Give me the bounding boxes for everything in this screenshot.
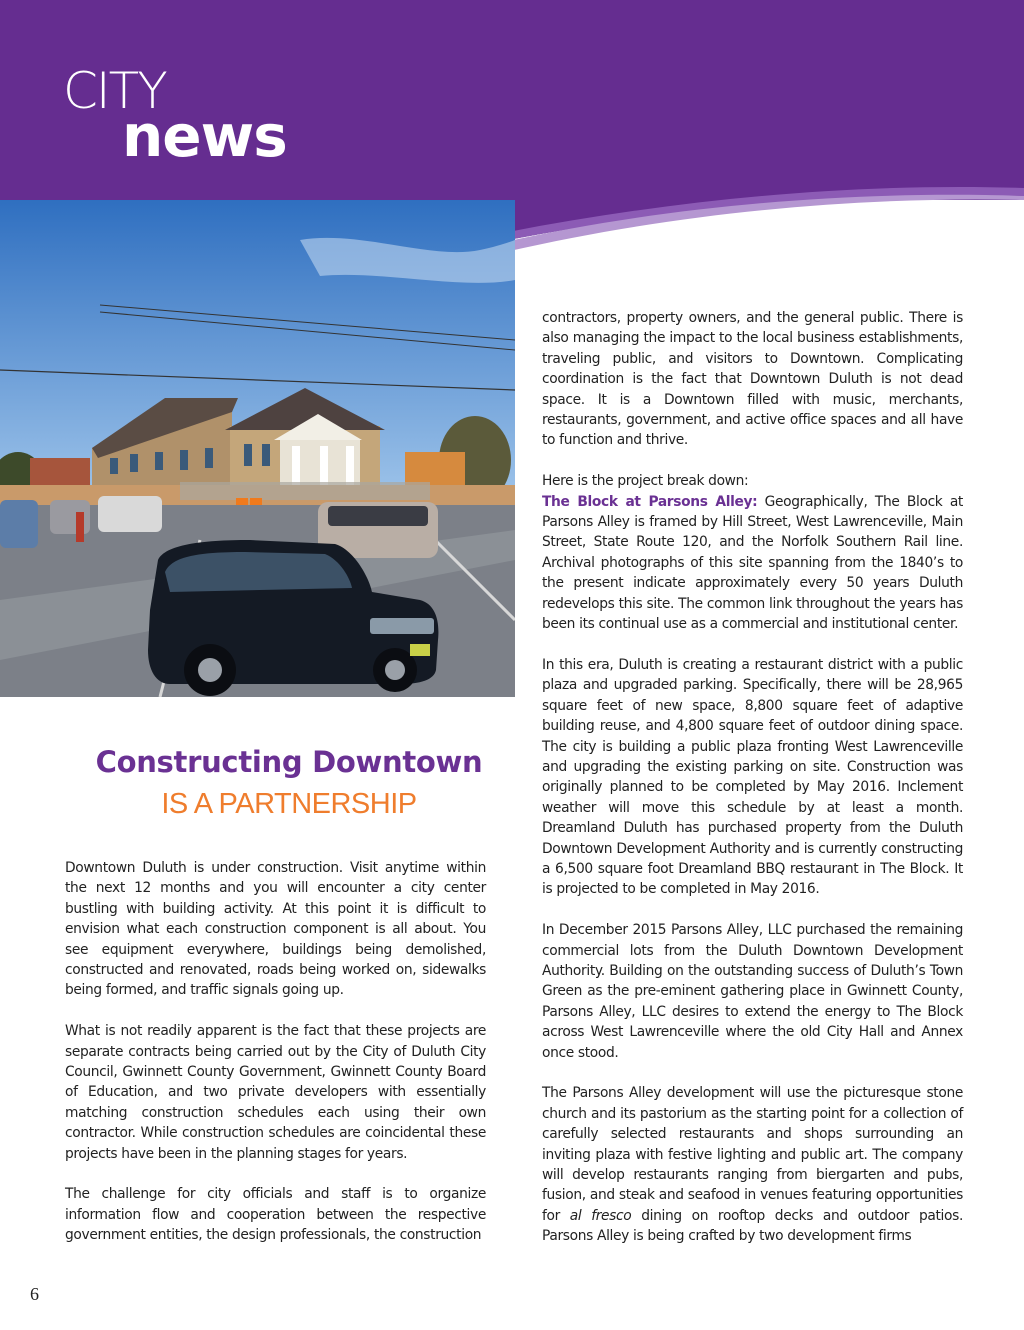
paragraph: contractors, property owners, and the general public. There is also managing the impact to the local business establishments, traveling public, and visitors to Downtown. Complicating coordination is the fact that Downtown Duluth is not dead space. It is a Downtown filled with music, merchants, restaurants, government, and active office spaces and all have to function and thrive. (542, 310, 963, 449)
paragraph: The challenge for city officials and staff is to organize information flow and cooperation between the respective government entities, the design professionals, the construction (65, 1186, 486, 1244)
paragraph-block-at-parsons-alley (542, 492, 963, 635)
section-kicker: The Block at Parsons Alley: (542, 493, 758, 510)
paragraph (542, 1083, 963, 1246)
paragraph: In this era, Duluth is creating a restaurant district with a public plaza and upgraded parking. Specifically, there will be 28,965 square feet of new space, 8,800 square feet of adaptive building reuse, and 4,800 square feet of outdoor dining space. The city is building a public plaza fronting West Lawrenceville and upgrading the existing parking on site. Construction was originally planned to be completed by May 2016. Inclement weather will move this schedule by at least a month. Dreamland Duluth has purchased property from the Duluth Downtown Development Authority and is currently constructing a 6,500 square foot Dreamland BBQ restaurant in The Block. It is projected to be completed in May 2016. (542, 656, 963, 898)
italic-phrase: al fresco (569, 1207, 632, 1224)
brand-city: CITY (63, 62, 166, 120)
photo-downtown-construction (0, 200, 515, 697)
brand-news: news (122, 102, 287, 170)
photo-illustration (0, 200, 515, 697)
article-column-left (65, 858, 486, 1266)
headline-subtitle: IS A PARTNERSHIP (161, 788, 417, 820)
page-number: 6 (30, 1284, 39, 1304)
paragraph: What is not readily apparent is the fact that these projects are separate contracts being carried out by the City of Duluth City Council, Gwinnett County Government, Gwinnett County Board of Education, and two private developers with essentially matching construction schedules each using their own contractor. While construction schedules are coincidental these projects have been in the planning stages for years. (65, 1023, 486, 1162)
paragraph: Downtown Duluth is under construction. Visit anytime within the next 12 months and you will encounter a city center bustling with building activity. At this point it is difficult to envision what each construction component is all about. You see equipment everywhere, buildings being demolished, constructed and renovated, roads being worked on, sidewalks being formed, and traffic signals going up. (65, 860, 486, 999)
paragraph-text: Geographically, The Block at Parsons Alley is framed by Hill Street, West Lawrenceville, Main Street, State Route 120, and the Norfolk Southern Rail line. Archival photographs of this site spanning from the 1840’s to the present indicate approximately every 50 years Duluth redevelops this site. The common link throughout the years has been its continual use as a commercial and institutional center. (542, 493, 963, 633)
article-column-right (542, 308, 963, 1247)
headline-title: Constructing Downtown (95, 745, 483, 779)
paragraph-text: The Parsons Alley development will use the picturesque stone church and its pastorium as the starting point for a collection of carefully selected restaurants and shops surrounding an inviting plaza with festive lighting and public art. The company will develop restaurants ranging from biergarten and pubs, fusion, and steak and seafood in venues featuring opportunities for (542, 1085, 963, 1224)
paragraph-text: dining on rooftop decks and outdoor patios. Parsons Alley is being crafted by two development firms (542, 1207, 963, 1245)
paragraph: In December 2015 Parsons Alley, LLC purchased the remaining commercial lots from the Duluth Downtown Development Authority. Building on the outstanding success of Duluth’s Town Green as the pre-eminent gathering place in Gwinnett County, Parsons Alley, LLC desires to extend the energy to The Block across West Lawrenceville where the old City Hall and Annex once stood. (542, 922, 963, 1061)
project-breakdown-intro: Here is the project break down: (542, 473, 749, 490)
